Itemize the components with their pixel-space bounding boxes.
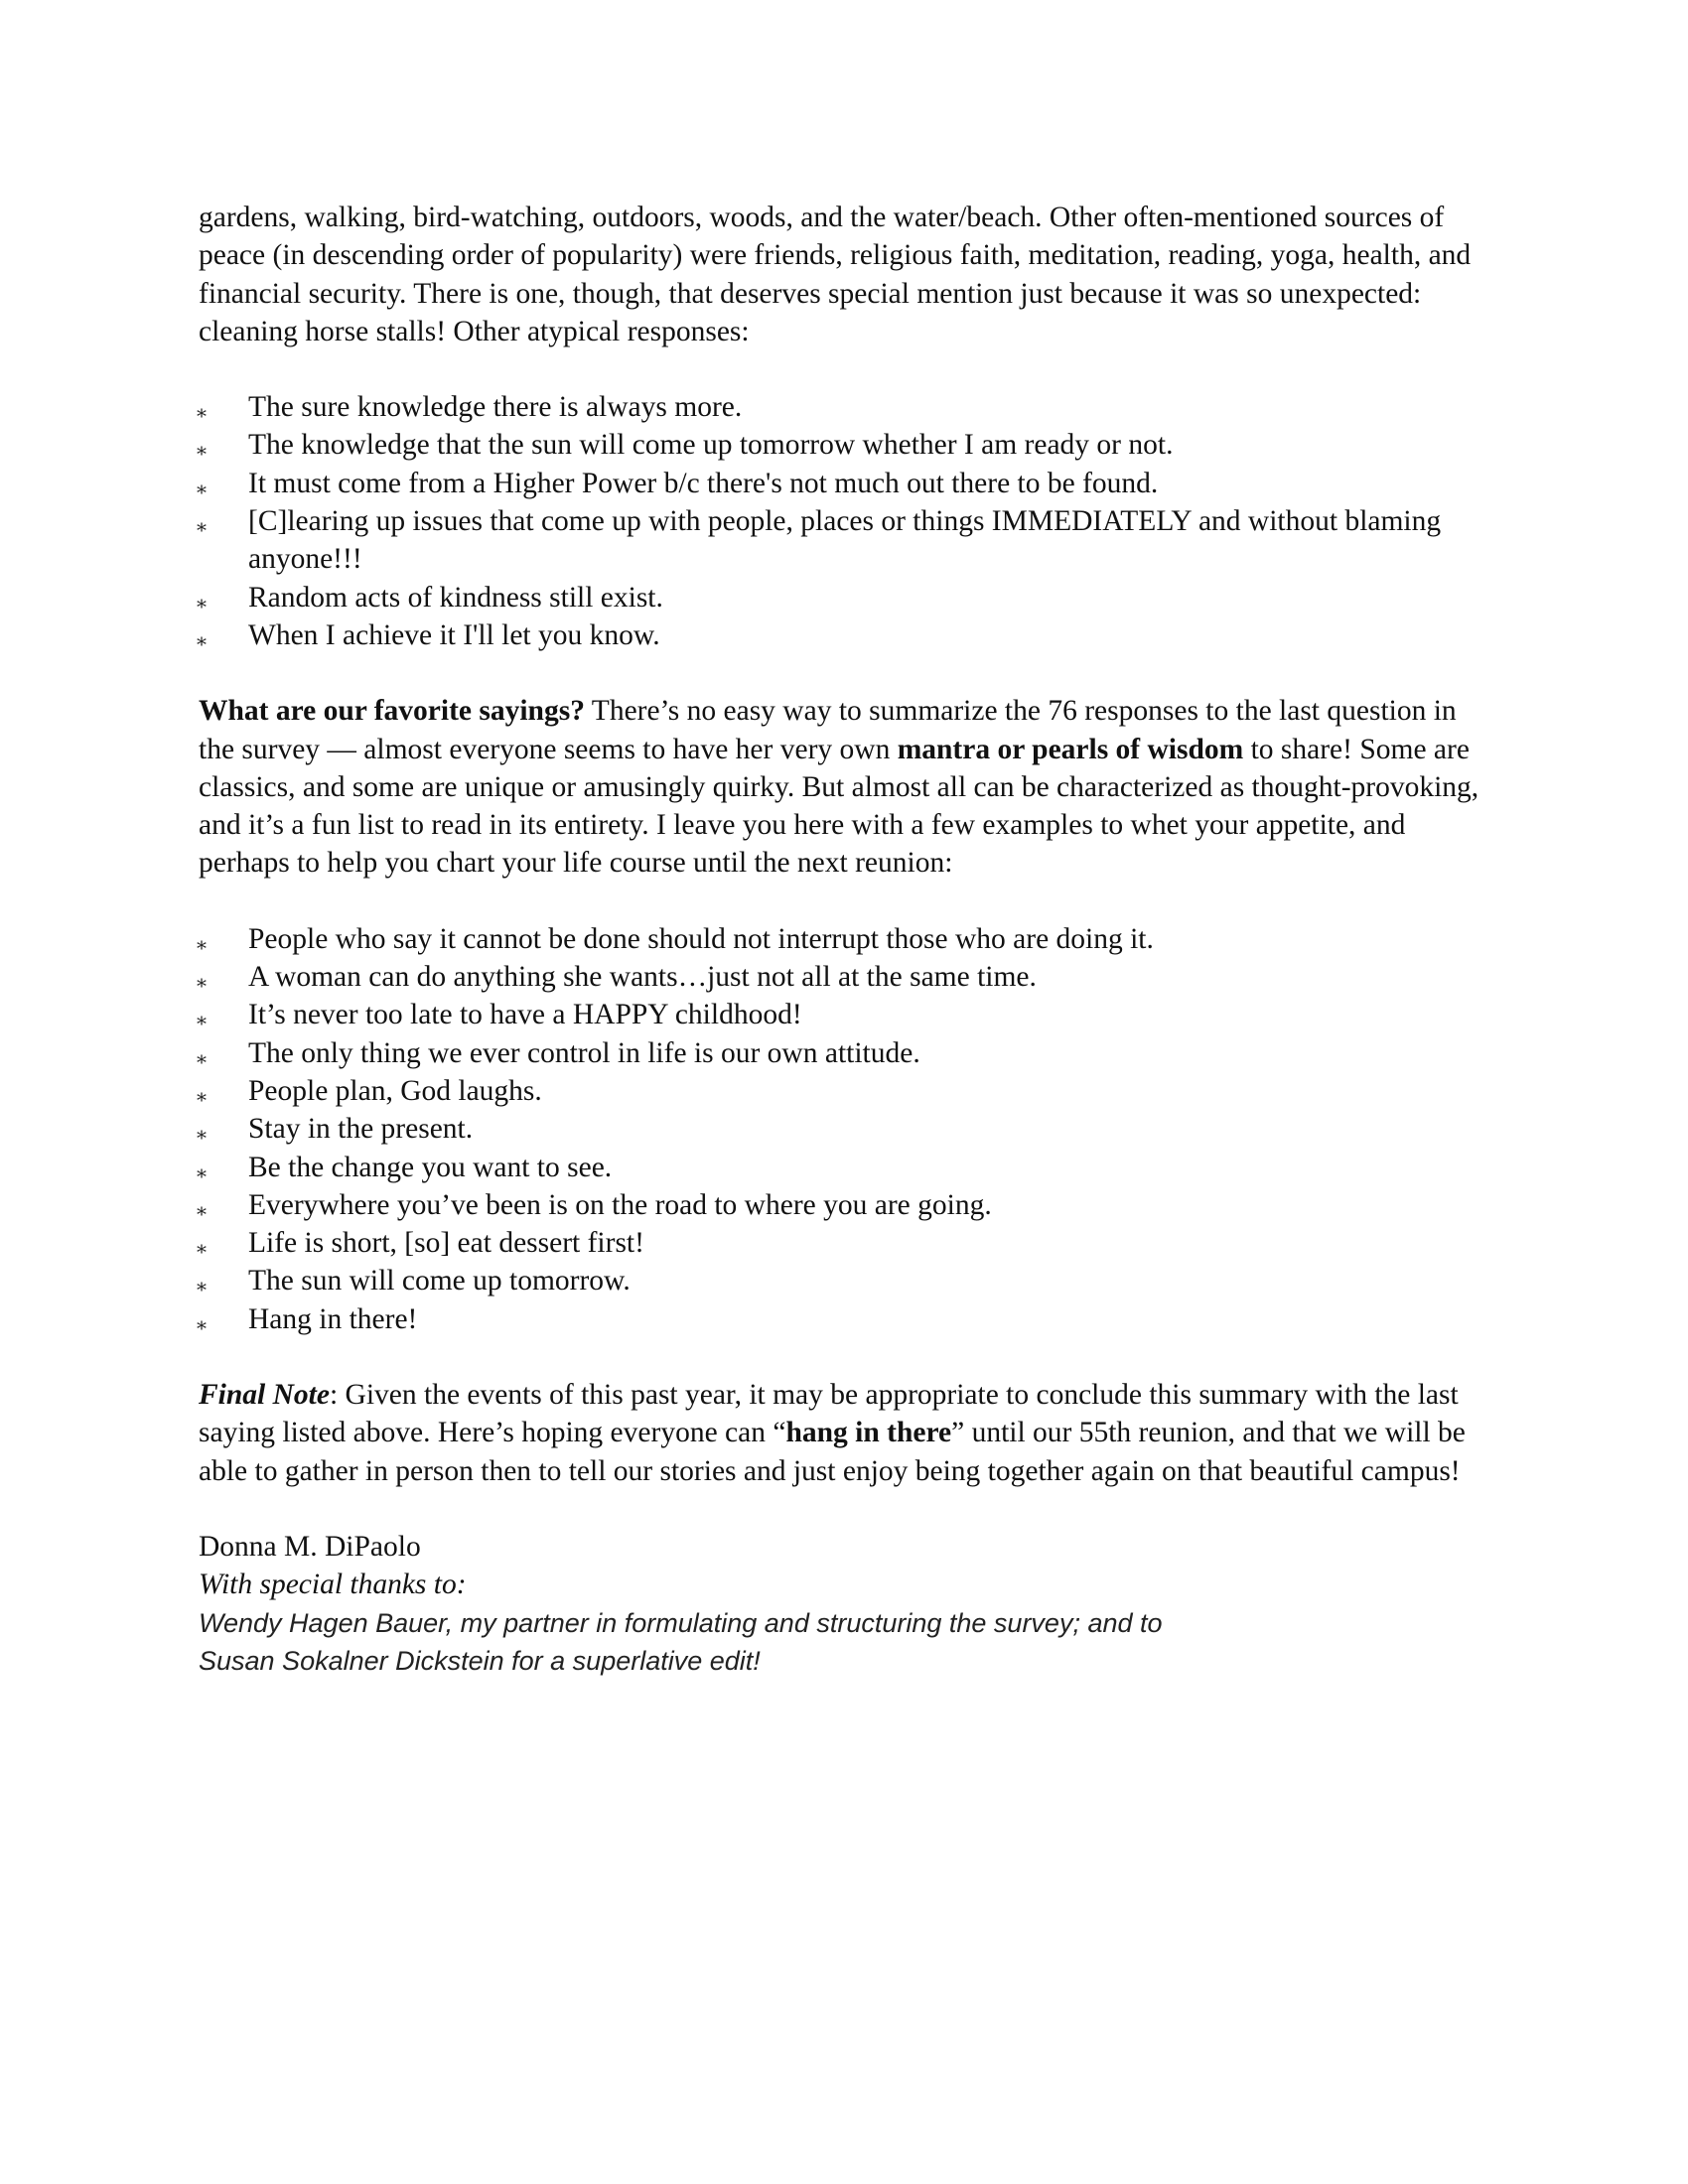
asterisk-bullet-icon: ⁎ <box>197 400 207 423</box>
list-item: ⁎ Everywhere you’ve been is on the road to where you are going. <box>199 1186 1489 1224</box>
bold-phrase: mantra or pearls of wisdom <box>897 733 1244 765</box>
list-item: ⁎ It must come from a Higher Power b/c there's not much out there to be found. <box>199 465 1489 502</box>
list-item: ⁎ Random acts of kindness still exist. <box>199 579 1489 616</box>
thanks-line: Susan Sokalner Dickstein for a superlative edit! <box>199 1645 761 1676</box>
favorite-sayings-list <box>199 920 1489 1338</box>
asterisk-bullet-icon: ⁎ <box>197 1236 207 1259</box>
list-item: ⁎ The sun will come up tomorrow. <box>199 1262 1489 1299</box>
list-item: ⁎ The sure knowledge there is always more. <box>199 388 1489 426</box>
section-heading: What are our favorite sayings? <box>199 695 585 728</box>
asterisk-bullet-icon: ⁎ <box>197 1083 207 1106</box>
author-name: Donna M. DiPaolo <box>199 1530 421 1563</box>
list-item: ⁎ A woman can do anything she wants…just not all at the same time. <box>199 958 1489 996</box>
asterisk-bullet-icon: ⁎ <box>197 1008 207 1030</box>
list-item: ⁎ Hang in there! <box>199 1300 1489 1338</box>
list-item: ⁎ [C]learing up issues that come up with people, places or things IMMEDIATELY and without blaming anyone!!! <box>197 505 1442 576</box>
asterisk-bullet-icon: ⁎ <box>197 627 207 650</box>
asterisk-bullet-icon: ⁎ <box>197 1197 207 1220</box>
atypical-responses-list <box>199 388 1489 654</box>
list-item: ⁎ Stay in the present. <box>199 1110 1489 1148</box>
asterisk-bullet-icon: ⁎ <box>197 1122 207 1145</box>
asterisk-bullet-icon: ⁎ <box>197 970 207 993</box>
asterisk-bullet-icon: ⁎ <box>197 1311 207 1334</box>
asterisk-bullet-icon: ⁎ <box>197 1160 207 1182</box>
thanks-heading: With special thanks to: <box>199 1569 467 1601</box>
asterisk-bullet-icon: ⁎ <box>197 590 207 613</box>
asterisk-bullet-icon: ⁎ <box>197 514 207 537</box>
final-note-paragraph: Final Note: Given the events of this past year, it may be appropriate to conclude this summary with the last saying listed above. Here’s hoping everyone can “hang in there” until our 55th reunion, and that we will be able to gather in person then to tell our stories and just enjoy being together again on that beautiful campus! <box>199 1379 1466 1487</box>
bold-phrase: hang in there <box>785 1417 952 1449</box>
list-item: ⁎ When I achieve it I'll let you know. <box>199 616 1489 654</box>
favorite-sayings-paragraph: What are our favorite sayings? There’s no easy way to summarize the 76 responses to the last question in the survey — almost everyone seems to have her very own mantra or pearls of wisdom to share! Some are classics, and some are unique or amusingly quirky. But almost all can be characterized as thought-provoking, and it’s a fun list to read in its entirety. I leave you here with a few examples to whet your appetite, and perhaps to help you chart your life course until the next reunion: <box>199 695 1479 880</box>
asterisk-bullet-icon: ⁎ <box>197 476 207 498</box>
thanks-line: Wendy Hagen Bauer, my partner in formulating and structuring the survey; and to <box>199 1607 1163 1638</box>
list-item: ⁎ Life is short, [so] eat dessert first! <box>199 1224 1489 1262</box>
asterisk-bullet-icon: ⁎ <box>197 1274 207 1297</box>
list-item: ⁎ People who say it cannot be done should not interrupt those who are doing it. <box>199 920 1489 958</box>
asterisk-bullet-icon: ⁎ <box>197 438 207 461</box>
list-item: ⁎ The only thing we ever control in life is our own attitude. <box>199 1034 1489 1072</box>
list-item: ⁎ The knowledge that the sun will come up tomorrow whether I am ready or not. <box>199 426 1489 464</box>
final-note-label: Final Note <box>199 1379 330 1412</box>
list-item: ⁎ Be the change you want to see. <box>199 1149 1489 1186</box>
list-item: ⁎ It’s never too late to have a HAPPY childhood! <box>199 996 1489 1033</box>
asterisk-bullet-icon: ⁎ <box>197 931 207 954</box>
asterisk-bullet-icon: ⁎ <box>197 1045 207 1068</box>
peace-sources-paragraph: gardens, walking, bird-watching, outdoors, woods, and the water/beach. Other often-mentioned sources of peace (in descending order of popularity) were friends, religious faith, meditation, reading, yoga, health, and financial security. There is one, though, that deserves special mention just because it was so unexpected: cleaning horse stalls! Other atypical responses: <box>199 202 1472 347</box>
document-page <box>199 199 1489 1680</box>
list-item: ⁎ People plan, God laughs. <box>199 1072 1489 1110</box>
signature-block <box>199 1528 1489 1680</box>
